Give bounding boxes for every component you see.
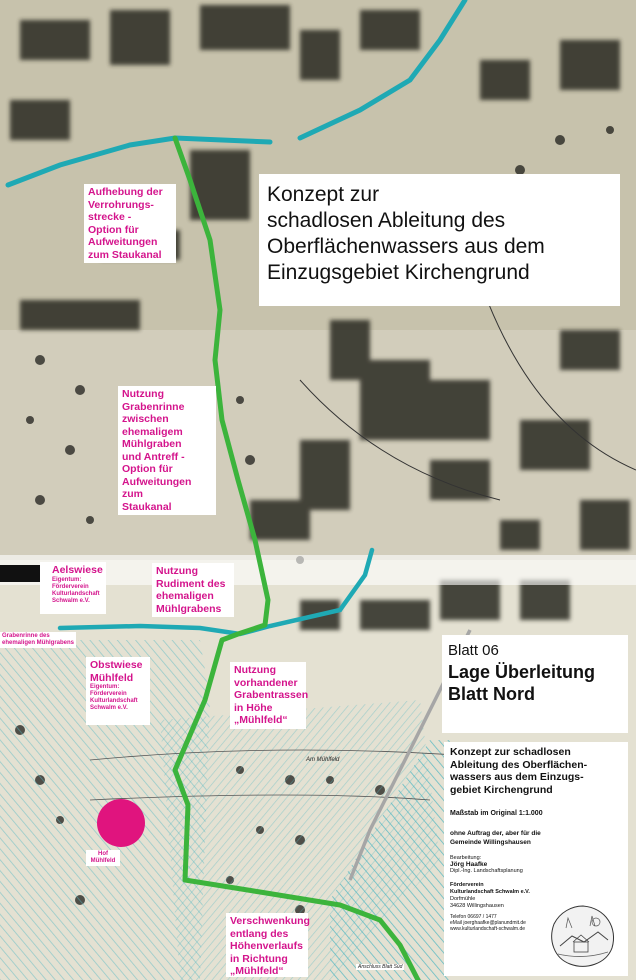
black-bar — [0, 565, 40, 582]
label-hof-muehlfeld: Hof Mühlfeld — [86, 850, 120, 866]
aelswiese-owner: Eigentum: Förderverein Kulturlandschaft Schwalm e.V. — [52, 576, 100, 604]
label-aufhebung: Aufhebung der Verrohrungs- strecke - Option für Aufweitungen zum Staukanal — [84, 184, 176, 263]
legend-editor-name: Jörg Haafke — [450, 861, 488, 868]
sheet-name-line2: Blatt Nord — [448, 684, 535, 704]
legend-editor-title: Dipl.-Ing. Landschaftsplanung — [450, 868, 523, 874]
label-aelswiese — [40, 562, 106, 614]
title-line-4: Einzugsgebiet Kirchengrund — [267, 261, 530, 284]
title-line-1: Konzept zur — [267, 183, 380, 206]
legend-title: Konzept zur schadlosen Ableitung des Oberflächen- wassers aus dem Einzugs- gebiet Kirchengrund — [450, 746, 588, 796]
legend-scale: Maßstab im Original 1:1.000 — [450, 810, 543, 817]
legend-box — [444, 742, 628, 976]
title-line-2: schadlosen Ableitung des — [267, 209, 506, 232]
legend-email: eMail joerghaafke@planundmit.de — [450, 920, 526, 926]
label-nutzung-rudiment: Nutzung Rudiment des ehemaligen Mühlgrabens — [152, 563, 234, 617]
legend-phone: Telefon 06697 / 1477 — [450, 914, 497, 920]
title-box — [259, 174, 620, 306]
hof-marker — [97, 799, 145, 847]
legend-org-address: Dorfmühle 34628 Willingshausen — [450, 896, 504, 909]
legend-commission: ohne Auftrag der, aber für die Gemeinde Willingshausen — [450, 830, 541, 846]
obstwiese-owner: Eigentum: Förderverein Kulturlandschaft Schwalm e.V. — [90, 684, 138, 711]
legend-org-name: Förderverein Kulturlandschaft Schwalm e.V. — [450, 882, 530, 895]
label-nutzung-grabenrinne: Nutzung Grabenrinne zwischen ehemaligem Mühlgraben und Antreff - Option für Aufweitungen zum Staukanal — [118, 386, 216, 515]
aelswiese-title: Aelswiese — [52, 564, 103, 576]
street-am-muehlfeld: Am Mühlfeld — [306, 757, 340, 763]
title-line-3: Oberflächenwassers aus dem — [267, 235, 545, 258]
label-anschluss: Anschluss Blatt Süd — [358, 964, 403, 970]
label-verschwenkung: Verschwenkung entlang des Höhenverlaufs in Richtung „Mühlfeld“ — [226, 913, 308, 977]
sheet-box — [442, 635, 628, 733]
label-grabenrinne: Grabenrinne des ehemaligen Mühlgrabens — [2, 633, 75, 646]
label-nutzung-grabentrassen: Nutzung vorhandener Grabentrassen in Höhe „Mühlfeld“ — [230, 662, 306, 729]
sheet-name-line1: Lage Überleitung — [448, 662, 596, 682]
legend-editor-label: Bearbeitung: — [450, 855, 482, 861]
legend-web: www.kulturlandschaft-schwalm.de — [450, 926, 526, 932]
sheet-number: Blatt 06 — [448, 642, 499, 659]
obstwiese-title: Obstwiese Mühlfeld — [90, 659, 143, 684]
org-logo-icon — [546, 902, 620, 972]
label-obstwiese — [86, 657, 150, 725]
